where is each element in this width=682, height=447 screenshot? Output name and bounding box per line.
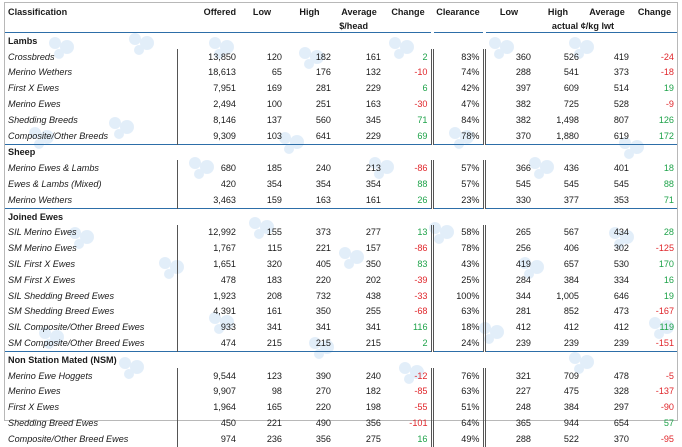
cell-high: 281 bbox=[315, 83, 331, 94]
cell-average-lwt: 328 bbox=[613, 386, 629, 397]
cell-average-lwt: 646 bbox=[613, 290, 629, 301]
section-header-row bbox=[5, 351, 677, 367]
header-low-lwt: Low bbox=[499, 6, 519, 17]
header-change-lwt: Change bbox=[637, 6, 672, 17]
table-row bbox=[5, 335, 677, 351]
cell-clearance: 57% bbox=[432, 176, 484, 192]
cell-change: 2 bbox=[422, 338, 428, 349]
cell-low-lwt: 288 bbox=[484, 65, 534, 81]
cell-low: 155 bbox=[266, 227, 282, 238]
cell-low-lwt: 412 bbox=[484, 319, 534, 335]
cell-high: 560 bbox=[315, 114, 331, 125]
row-name: Merino Ewes bbox=[8, 99, 61, 110]
cell-high: 350 bbox=[315, 306, 331, 317]
cell-average-lwt: 401 bbox=[613, 163, 629, 174]
cell-high: 251 bbox=[315, 99, 331, 110]
header-low: Low bbox=[252, 6, 272, 17]
row-name: Composite/Other Breeds bbox=[8, 130, 109, 141]
cell-offered: 12,992 bbox=[177, 225, 239, 241]
cell-clearance: 78% bbox=[432, 128, 484, 144]
cell-clearance: 78% bbox=[432, 240, 484, 256]
cell-change-lwt: -95 bbox=[660, 433, 674, 444]
cell-clearance: 25% bbox=[432, 272, 484, 288]
cell-average-lwt: 419 bbox=[613, 51, 629, 62]
header-clearance: Clearance bbox=[436, 6, 480, 17]
cell-change-lwt: -125 bbox=[655, 243, 674, 254]
cell-low: 98 bbox=[271, 386, 282, 397]
cell-high-lwt: 657 bbox=[563, 259, 579, 270]
header-row bbox=[5, 3, 677, 20]
cell-average-lwt: 545 bbox=[613, 179, 629, 190]
header-offered: Offered bbox=[203, 6, 236, 17]
cell-change: -30 bbox=[414, 99, 428, 110]
cell-high-lwt: 709 bbox=[563, 370, 579, 381]
cell-high-lwt: 541 bbox=[563, 67, 579, 78]
cell-low: 65 bbox=[271, 67, 282, 78]
cell-high: 182 bbox=[315, 51, 331, 62]
cell-change: 16 bbox=[417, 433, 428, 444]
table-row bbox=[5, 192, 677, 208]
row-name: Shedding Breed Ewes bbox=[8, 418, 98, 429]
cell-clearance: 64% bbox=[432, 415, 484, 431]
section-title: Lambs bbox=[8, 35, 38, 46]
cell-average: 354 bbox=[365, 179, 381, 190]
table-row bbox=[5, 272, 677, 288]
cell-average-lwt: 530 bbox=[613, 259, 629, 270]
cell-average: 229 bbox=[365, 130, 381, 141]
table-row bbox=[5, 399, 677, 415]
cell-average-lwt: 373 bbox=[613, 67, 629, 78]
cell-high-lwt: 1,498 bbox=[556, 114, 579, 125]
cell-low-lwt: 382 bbox=[484, 112, 534, 128]
row-name: Merino Ewes bbox=[8, 386, 61, 397]
cell-change: 71 bbox=[417, 114, 428, 125]
cell-change-lwt: 172 bbox=[658, 130, 674, 141]
cell-low: 159 bbox=[266, 194, 282, 205]
cell-average-lwt: 514 bbox=[613, 83, 629, 94]
cell-average: 240 bbox=[365, 370, 381, 381]
cell-average: 341 bbox=[365, 322, 381, 333]
cell-high-lwt: 522 bbox=[563, 433, 579, 444]
cell-change-lwt: 18 bbox=[663, 163, 674, 174]
cell-low-lwt: 284 bbox=[484, 272, 534, 288]
cell-average-lwt: 478 bbox=[613, 370, 629, 381]
cell-offered: 9,544 bbox=[177, 368, 239, 384]
cell-change: -12 bbox=[414, 370, 428, 381]
cell-high-lwt: 545 bbox=[563, 179, 579, 190]
section-title: Non Station Mated (NSM) bbox=[8, 354, 117, 365]
cell-high-lwt: 852 bbox=[563, 306, 579, 317]
cell-change-lwt: 88 bbox=[663, 179, 674, 190]
cell-change-lwt: 19 bbox=[663, 83, 674, 94]
cell-average-lwt: 412 bbox=[613, 322, 629, 333]
header-high: High bbox=[299, 6, 320, 17]
cell-low-lwt: 281 bbox=[484, 304, 534, 320]
cell-average-lwt: 239 bbox=[613, 338, 629, 349]
table-row bbox=[5, 288, 677, 304]
cell-low-lwt: 321 bbox=[484, 368, 534, 384]
cell-low-lwt: 397 bbox=[484, 80, 534, 96]
unit-head-label: $/head bbox=[285, 20, 384, 33]
cell-change: 83 bbox=[417, 259, 428, 270]
cell-clearance: 23% bbox=[432, 192, 484, 208]
table-row bbox=[5, 128, 677, 144]
cell-average: 345 bbox=[365, 114, 381, 125]
cell-low-lwt: 419 bbox=[484, 256, 534, 272]
cell-average-lwt: 807 bbox=[613, 114, 629, 125]
table-row bbox=[5, 225, 677, 241]
header-average: Average bbox=[341, 6, 377, 17]
cell-clearance: 51% bbox=[432, 399, 484, 415]
row-name: Merino Wethers bbox=[8, 67, 73, 78]
cell-low: 161 bbox=[266, 306, 282, 317]
cell-high-lwt: 239 bbox=[563, 338, 579, 349]
cell-average-lwt: 434 bbox=[613, 227, 629, 238]
cell-offered: 680 bbox=[177, 160, 239, 176]
cell-average: 277 bbox=[365, 227, 381, 238]
cell-average: 215 bbox=[365, 338, 381, 349]
table-row bbox=[5, 431, 677, 447]
cell-offered: 7,951 bbox=[177, 80, 239, 96]
table-row bbox=[5, 49, 677, 65]
row-name: Shedding Breeds bbox=[8, 114, 78, 125]
cell-change: 13 bbox=[417, 227, 428, 238]
section-header-row bbox=[5, 208, 677, 224]
cell-high-lwt: 384 bbox=[563, 402, 579, 413]
cell-high: 490 bbox=[315, 418, 331, 429]
cell-high-lwt: 412 bbox=[563, 322, 579, 333]
cell-high: 373 bbox=[315, 227, 331, 238]
cell-clearance: 24% bbox=[432, 335, 484, 351]
cell-clearance: 49% bbox=[432, 431, 484, 447]
cell-low-lwt: 344 bbox=[484, 288, 534, 304]
cell-low-lwt: 330 bbox=[484, 192, 534, 208]
cell-clearance: 63% bbox=[432, 304, 484, 320]
cell-offered: 9,907 bbox=[177, 384, 239, 400]
cell-low: 169 bbox=[266, 83, 282, 94]
cell-low: 183 bbox=[266, 274, 282, 285]
cell-high: 732 bbox=[315, 290, 331, 301]
cell-change-lwt: 170 bbox=[658, 259, 674, 270]
row-name: SM Shedding Breed Ewes bbox=[8, 306, 115, 317]
cell-high: 163 bbox=[315, 194, 331, 205]
cell-average: 438 bbox=[365, 290, 381, 301]
cell-change-lwt: 71 bbox=[663, 194, 674, 205]
cell-low: 185 bbox=[266, 163, 282, 174]
cell-offered: 1,923 bbox=[177, 288, 239, 304]
table-row bbox=[5, 415, 677, 431]
row-name: Crossbreds bbox=[8, 51, 55, 62]
cell-high: 215 bbox=[315, 338, 331, 349]
cell-low-lwt: 288 bbox=[484, 431, 534, 447]
cell-average: 161 bbox=[365, 51, 381, 62]
cell-change-lwt: -18 bbox=[660, 67, 674, 78]
cell-average: 255 bbox=[365, 306, 381, 317]
sale-results-table-sheet bbox=[4, 2, 678, 444]
row-name: SIL First X Ewes bbox=[8, 259, 76, 270]
cell-clearance: 43% bbox=[432, 256, 484, 272]
cell-average: 182 bbox=[365, 386, 381, 397]
cell-change: 26 bbox=[417, 194, 428, 205]
cell-change-lwt: 16 bbox=[663, 274, 674, 285]
cell-change: -86 bbox=[414, 243, 428, 254]
cell-high: 220 bbox=[315, 402, 331, 413]
cell-change: -55 bbox=[414, 402, 428, 413]
row-name: SIL Composite/Other Breed Ewes bbox=[8, 322, 145, 333]
cell-offered: 974 bbox=[177, 431, 239, 447]
cell-average: 163 bbox=[365, 99, 381, 110]
cell-high-lwt: 609 bbox=[563, 83, 579, 94]
cell-offered: 8,146 bbox=[177, 112, 239, 128]
row-name: Merino Wethers bbox=[8, 194, 73, 205]
cell-average-lwt: 370 bbox=[613, 433, 629, 444]
cell-change: -33 bbox=[414, 290, 428, 301]
cell-low-lwt: 360 bbox=[484, 49, 534, 65]
cell-low: 137 bbox=[266, 114, 282, 125]
cell-average-lwt: 619 bbox=[613, 130, 629, 141]
section-header-row bbox=[5, 33, 677, 49]
row-name: First X Ewes bbox=[8, 83, 60, 94]
header-high-lwt: High bbox=[547, 6, 569, 17]
cell-clearance: 42% bbox=[432, 80, 484, 96]
table-row bbox=[5, 176, 677, 192]
header-average-lwt: Average bbox=[589, 6, 625, 17]
cell-clearance: 63% bbox=[432, 384, 484, 400]
cell-change: 6 bbox=[422, 83, 428, 94]
cell-high: 221 bbox=[315, 243, 331, 254]
cell-average-lwt: 353 bbox=[613, 194, 629, 205]
cell-low: 215 bbox=[266, 338, 282, 349]
table-row bbox=[5, 304, 677, 320]
cell-high-lwt: 406 bbox=[563, 243, 579, 254]
cell-high: 390 bbox=[315, 370, 331, 381]
cell-offered: 4,391 bbox=[177, 304, 239, 320]
cell-low: 221 bbox=[266, 418, 282, 429]
cell-average-lwt: 334 bbox=[613, 274, 629, 285]
cell-offered: 474 bbox=[177, 335, 239, 351]
cell-high: 354 bbox=[315, 179, 331, 190]
cell-average-lwt: 528 bbox=[613, 99, 629, 110]
cell-change-lwt: -24 bbox=[660, 51, 674, 62]
cell-high: 356 bbox=[315, 433, 331, 444]
cell-average: 213 bbox=[365, 163, 381, 174]
cell-low: 165 bbox=[266, 402, 282, 413]
section-title: Sheep bbox=[8, 147, 36, 158]
cell-change: -101 bbox=[409, 418, 428, 429]
cell-change: 88 bbox=[417, 179, 428, 190]
table-row bbox=[5, 256, 677, 272]
cell-average: 350 bbox=[365, 259, 381, 270]
cell-clearance: 100% bbox=[432, 288, 484, 304]
header-change: Change bbox=[391, 6, 425, 17]
table-row bbox=[5, 384, 677, 400]
cell-average: 229 bbox=[365, 83, 381, 94]
cell-clearance: 76% bbox=[432, 368, 484, 384]
cell-offered: 450 bbox=[177, 415, 239, 431]
cell-change-lwt: 119 bbox=[659, 322, 674, 333]
cell-high-lwt: 725 bbox=[563, 99, 579, 110]
unit-lwt-label: actual ¢/kg lwt bbox=[534, 20, 632, 33]
cell-average: 132 bbox=[365, 67, 381, 78]
cell-low-lwt: 227 bbox=[484, 384, 534, 400]
cell-offered: 1,651 bbox=[177, 256, 239, 272]
section-title: Joined Ewes bbox=[8, 211, 64, 222]
cell-change-lwt: 126 bbox=[658, 114, 674, 125]
unit-row bbox=[5, 20, 677, 33]
cell-low-lwt: 239 bbox=[484, 335, 534, 351]
row-name: Ewes & Lambs (Mixed) bbox=[8, 179, 102, 190]
cell-offered: 3,463 bbox=[177, 192, 239, 208]
cell-offered: 478 bbox=[177, 272, 239, 288]
cell-low-lwt: 366 bbox=[484, 160, 534, 176]
row-name: SM First X Ewes bbox=[8, 274, 76, 285]
cell-offered: 933 bbox=[177, 319, 239, 335]
cell-low: 115 bbox=[267, 243, 282, 254]
cell-low: 103 bbox=[266, 130, 282, 141]
cell-low-lwt: 265 bbox=[484, 225, 534, 241]
cell-change-lwt: 57 bbox=[663, 418, 674, 429]
cell-change-lwt: -137 bbox=[655, 386, 674, 397]
cell-average: 157 bbox=[365, 243, 381, 254]
header-classification: Classification bbox=[8, 6, 68, 17]
cell-change: 2 bbox=[422, 51, 428, 62]
cell-average: 161 bbox=[365, 194, 381, 205]
row-name: SM Merino Ewes bbox=[8, 243, 77, 254]
cell-change-lwt: -151 bbox=[655, 338, 674, 349]
cell-low-lwt: 365 bbox=[484, 415, 534, 431]
cell-change-lwt: -9 bbox=[665, 99, 674, 110]
table-row bbox=[5, 319, 677, 335]
row-name: Merino Ewe Hoggets bbox=[8, 370, 93, 381]
cell-clearance: 84% bbox=[432, 112, 484, 128]
cell-high-lwt: 384 bbox=[563, 274, 579, 285]
row-name: SM Composite/Other Breed Ewes bbox=[8, 338, 145, 349]
cell-high-lwt: 436 bbox=[563, 163, 579, 174]
cell-high-lwt: 1,880 bbox=[556, 130, 579, 141]
cell-high-lwt: 944 bbox=[563, 418, 579, 429]
cell-clearance: 58% bbox=[432, 225, 484, 241]
cell-low: 341 bbox=[266, 322, 282, 333]
cell-change-lwt: 19 bbox=[663, 290, 674, 301]
table-row bbox=[5, 65, 677, 81]
cell-average: 275 bbox=[365, 433, 381, 444]
cell-change: 116 bbox=[413, 322, 428, 333]
cell-average-lwt: 302 bbox=[613, 243, 629, 254]
cell-change: -39 bbox=[414, 274, 428, 285]
cell-average-lwt: 473 bbox=[613, 306, 629, 317]
cell-average-lwt: 654 bbox=[613, 418, 629, 429]
cell-high: 641 bbox=[315, 130, 331, 141]
cell-offered: 1,767 bbox=[177, 240, 239, 256]
table-row bbox=[5, 112, 677, 128]
row-name: Merino Ewes & Lambs bbox=[8, 163, 99, 174]
cell-change: 69 bbox=[417, 130, 428, 141]
cell-high: 240 bbox=[315, 163, 331, 174]
cell-clearance: 47% bbox=[432, 96, 484, 112]
cell-low-lwt: 256 bbox=[484, 240, 534, 256]
cell-high-lwt: 377 bbox=[563, 194, 579, 205]
cell-change: -85 bbox=[414, 386, 428, 397]
cell-clearance: 18% bbox=[432, 319, 484, 335]
cell-high-lwt: 567 bbox=[563, 227, 579, 238]
cell-change-lwt: -90 bbox=[660, 402, 674, 413]
table-row bbox=[5, 240, 677, 256]
cell-clearance: 57% bbox=[432, 160, 484, 176]
cell-high: 405 bbox=[315, 259, 331, 270]
cell-average: 356 bbox=[365, 418, 381, 429]
cell-low: 236 bbox=[266, 433, 282, 444]
row-name: SIL Merino Ewes bbox=[8, 227, 77, 238]
cell-offered: 13,850 bbox=[177, 49, 239, 65]
cell-high: 220 bbox=[315, 274, 331, 285]
cell-low: 120 bbox=[266, 51, 282, 62]
cell-offered: 2,494 bbox=[177, 96, 239, 112]
row-name: SIL Shedding Breed Ewes bbox=[8, 290, 114, 301]
cell-offered: 420 bbox=[177, 176, 239, 192]
cell-high-lwt: 526 bbox=[563, 51, 579, 62]
cell-change-lwt: 28 bbox=[663, 227, 674, 238]
row-name: First X Ewes bbox=[8, 402, 60, 413]
table-row bbox=[5, 80, 677, 96]
section-header-row bbox=[5, 144, 677, 160]
sale-results-table bbox=[5, 3, 677, 447]
cell-change-lwt: -167 bbox=[655, 306, 674, 317]
row-name: Composite/Other Breed Ewes bbox=[8, 433, 129, 444]
table-row bbox=[5, 368, 677, 384]
cell-clearance: 83% bbox=[432, 49, 484, 65]
cell-change-lwt: -5 bbox=[665, 370, 674, 381]
cell-low-lwt: 248 bbox=[484, 399, 534, 415]
cell-low-lwt: 370 bbox=[484, 128, 534, 144]
cell-clearance: 74% bbox=[432, 65, 484, 81]
cell-low: 208 bbox=[266, 290, 282, 301]
cell-high-lwt: 475 bbox=[563, 386, 579, 397]
cell-average: 202 bbox=[365, 274, 381, 285]
cell-low: 354 bbox=[266, 179, 282, 190]
cell-average: 198 bbox=[365, 402, 381, 413]
cell-change: -68 bbox=[414, 306, 428, 317]
table-row bbox=[5, 96, 677, 112]
cell-high: 341 bbox=[315, 322, 331, 333]
cell-low: 100 bbox=[266, 99, 282, 110]
cell-average-lwt: 297 bbox=[613, 402, 629, 413]
cell-change: -86 bbox=[414, 163, 428, 174]
cell-offered: 1,964 bbox=[177, 399, 239, 415]
cell-high: 176 bbox=[315, 67, 331, 78]
cell-high-lwt: 1,005 bbox=[556, 290, 579, 301]
cell-low: 123 bbox=[266, 370, 282, 381]
cell-high: 270 bbox=[315, 386, 331, 397]
cell-offered: 9,309 bbox=[177, 128, 239, 144]
cell-low-lwt: 545 bbox=[484, 176, 534, 192]
cell-low: 320 bbox=[266, 259, 282, 270]
cell-offered: 18,613 bbox=[177, 65, 239, 81]
cell-low-lwt: 382 bbox=[484, 96, 534, 112]
cell-change: -10 bbox=[414, 67, 428, 78]
table-row bbox=[5, 160, 677, 176]
